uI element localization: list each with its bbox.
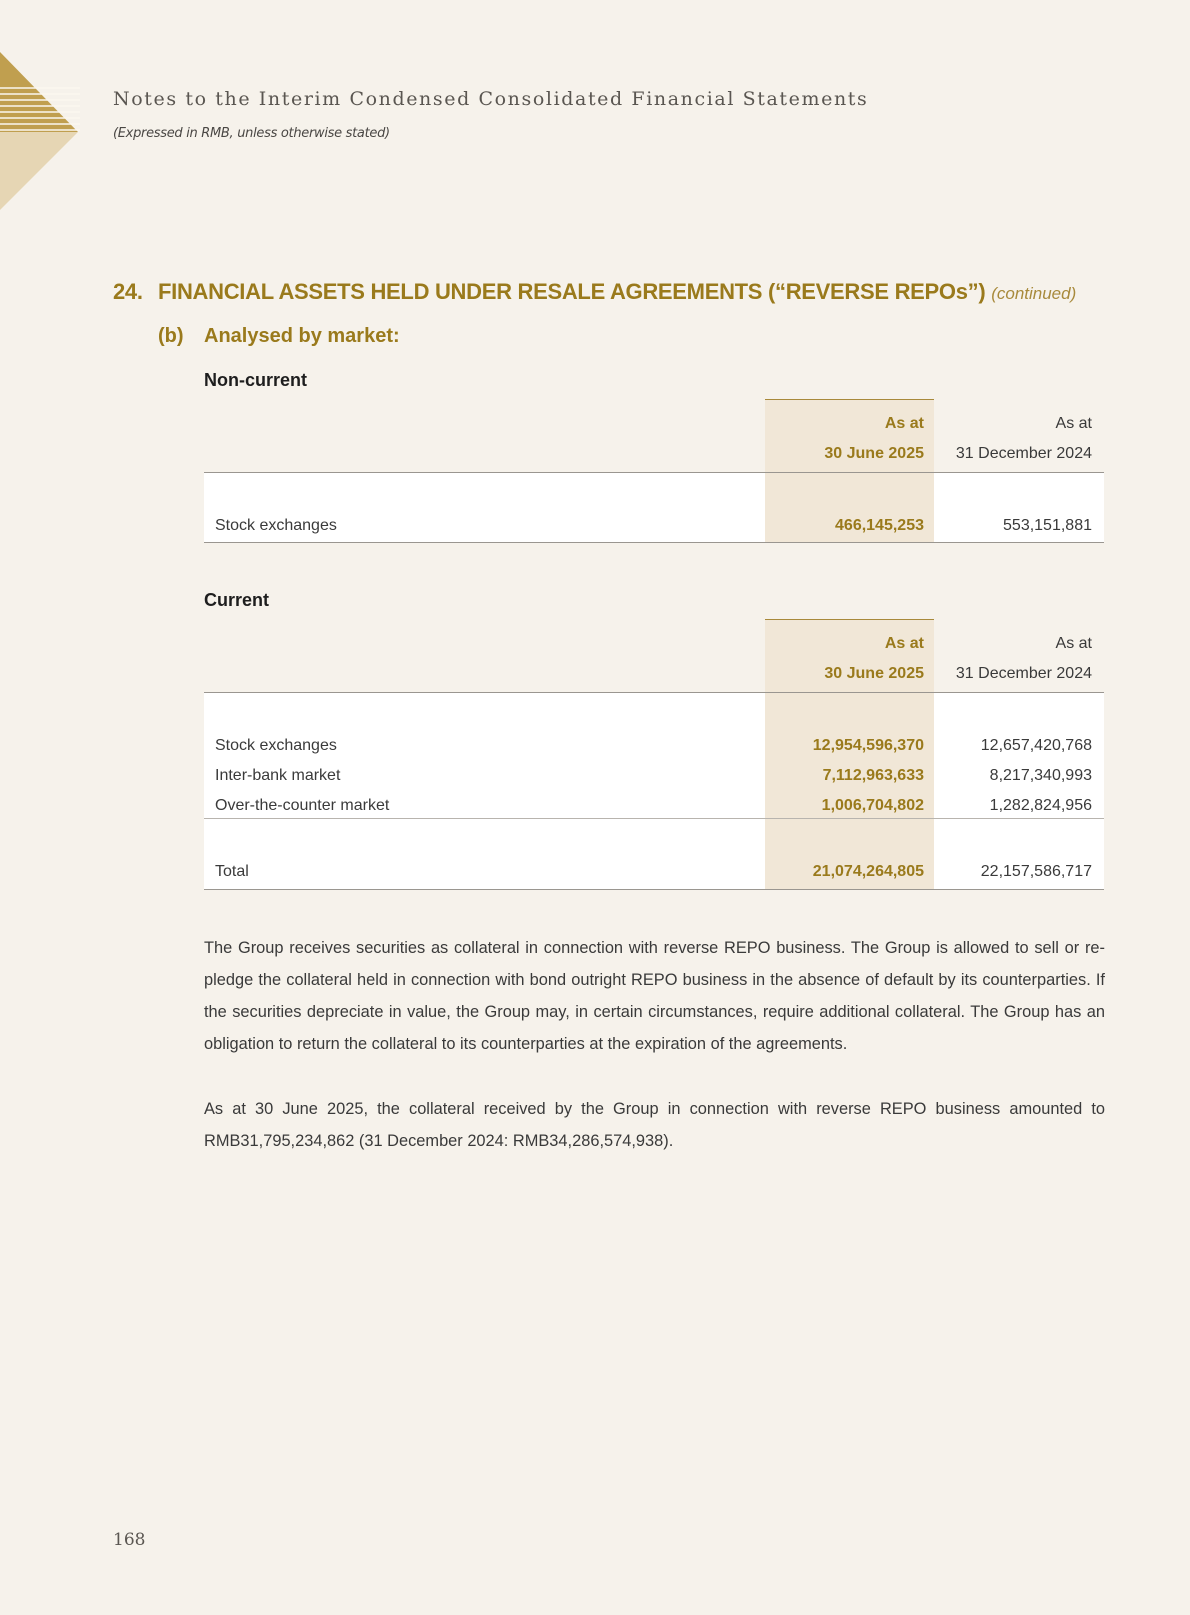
continued-label: (continued) xyxy=(991,284,1077,303)
col-header-current-line1: As at xyxy=(884,415,924,432)
col-header-current-line2: 30 June 2025 xyxy=(824,445,924,462)
row-label: Over-the-counter market xyxy=(215,797,390,814)
current-table xyxy=(204,619,1104,890)
corner-decoration-icon xyxy=(0,50,80,212)
col-header-prior-line2: 31 December 2024 xyxy=(955,665,1092,682)
row-label: Inter-bank market xyxy=(215,767,341,784)
column-top-rule xyxy=(765,399,934,400)
running-title: Notes to the Interim Condensed Consolidated Financial Statements xyxy=(113,88,869,110)
page-number: 168 xyxy=(113,1530,146,1550)
subtotal-rule xyxy=(204,818,1104,819)
row-current-value: 466,145,253 xyxy=(835,517,924,534)
sub-heading-title: Analysed by market: xyxy=(204,325,400,347)
col-header-current-line1: As at xyxy=(884,635,924,652)
row-current-value: 7,112,963,633 xyxy=(822,767,924,784)
col-header-prior-line2: 31 December 2024 xyxy=(955,445,1092,462)
row-prior-value: 1,282,824,956 xyxy=(989,797,1092,814)
note-number: 24. xyxy=(113,279,143,304)
row-prior-value: 8,217,340,993 xyxy=(989,767,1092,784)
col-header-prior-line1: As at xyxy=(1055,415,1092,432)
total-prior-value: 22,157,586,717 xyxy=(980,863,1092,880)
paragraph-collateral-amount: As at 30 June 2025, the collateral received by the Group in connection with reverse REPO business amounted to RMB31,795,234,862 (31 December 2024: RMB34,286,574,938). xyxy=(204,1100,1105,1150)
bottom-rule xyxy=(204,889,1104,890)
paragraph-collateral-policy: The Group receives securities as collateral in connection with reverse REPO business. The Group is allowed to sell or re-pledge the collateral held in connection with bond outright REPO business in the absence of default by its counterparties. If the securities depreciate in value, the Group may, in certain circumstances, require additional collateral. The Group has an obligation to return the collateral to its counterparties at the expiration of the agreements. xyxy=(204,939,1105,1053)
row-current-value: 12,954,596,370 xyxy=(812,737,924,754)
non-current-table xyxy=(204,399,1104,543)
section-label-current: Current xyxy=(204,590,270,610)
row-prior-value: 553,151,881 xyxy=(1003,517,1092,534)
header-rule xyxy=(204,692,1104,693)
note-heading xyxy=(113,279,1076,305)
note-title: FINANCIAL ASSETS HELD UNDER RESALE AGREEMENTS (“REVERSE REPOs”) xyxy=(158,279,986,304)
bottom-rule xyxy=(204,542,1104,543)
total-current-value: 21,074,264,805 xyxy=(812,863,924,880)
sub-heading xyxy=(158,325,400,348)
col-header-prior-line1: As at xyxy=(1055,635,1092,652)
row-label: Stock exchanges xyxy=(215,517,337,534)
running-subtitle: (Expressed in RMB, unless otherwise stated) xyxy=(113,126,390,141)
total-label: Total xyxy=(215,863,249,880)
column-top-rule xyxy=(765,619,934,620)
section-label-non-current: Non-current xyxy=(204,370,307,390)
col-header-current-line2: 30 June 2025 xyxy=(824,665,924,682)
row-current-value: 1,006,704,802 xyxy=(821,797,924,814)
row-label: Stock exchanges xyxy=(215,737,337,754)
row-prior-value: 12,657,420,768 xyxy=(980,737,1092,754)
sub-heading-label: (b) xyxy=(158,325,184,347)
header-rule xyxy=(204,472,1104,473)
